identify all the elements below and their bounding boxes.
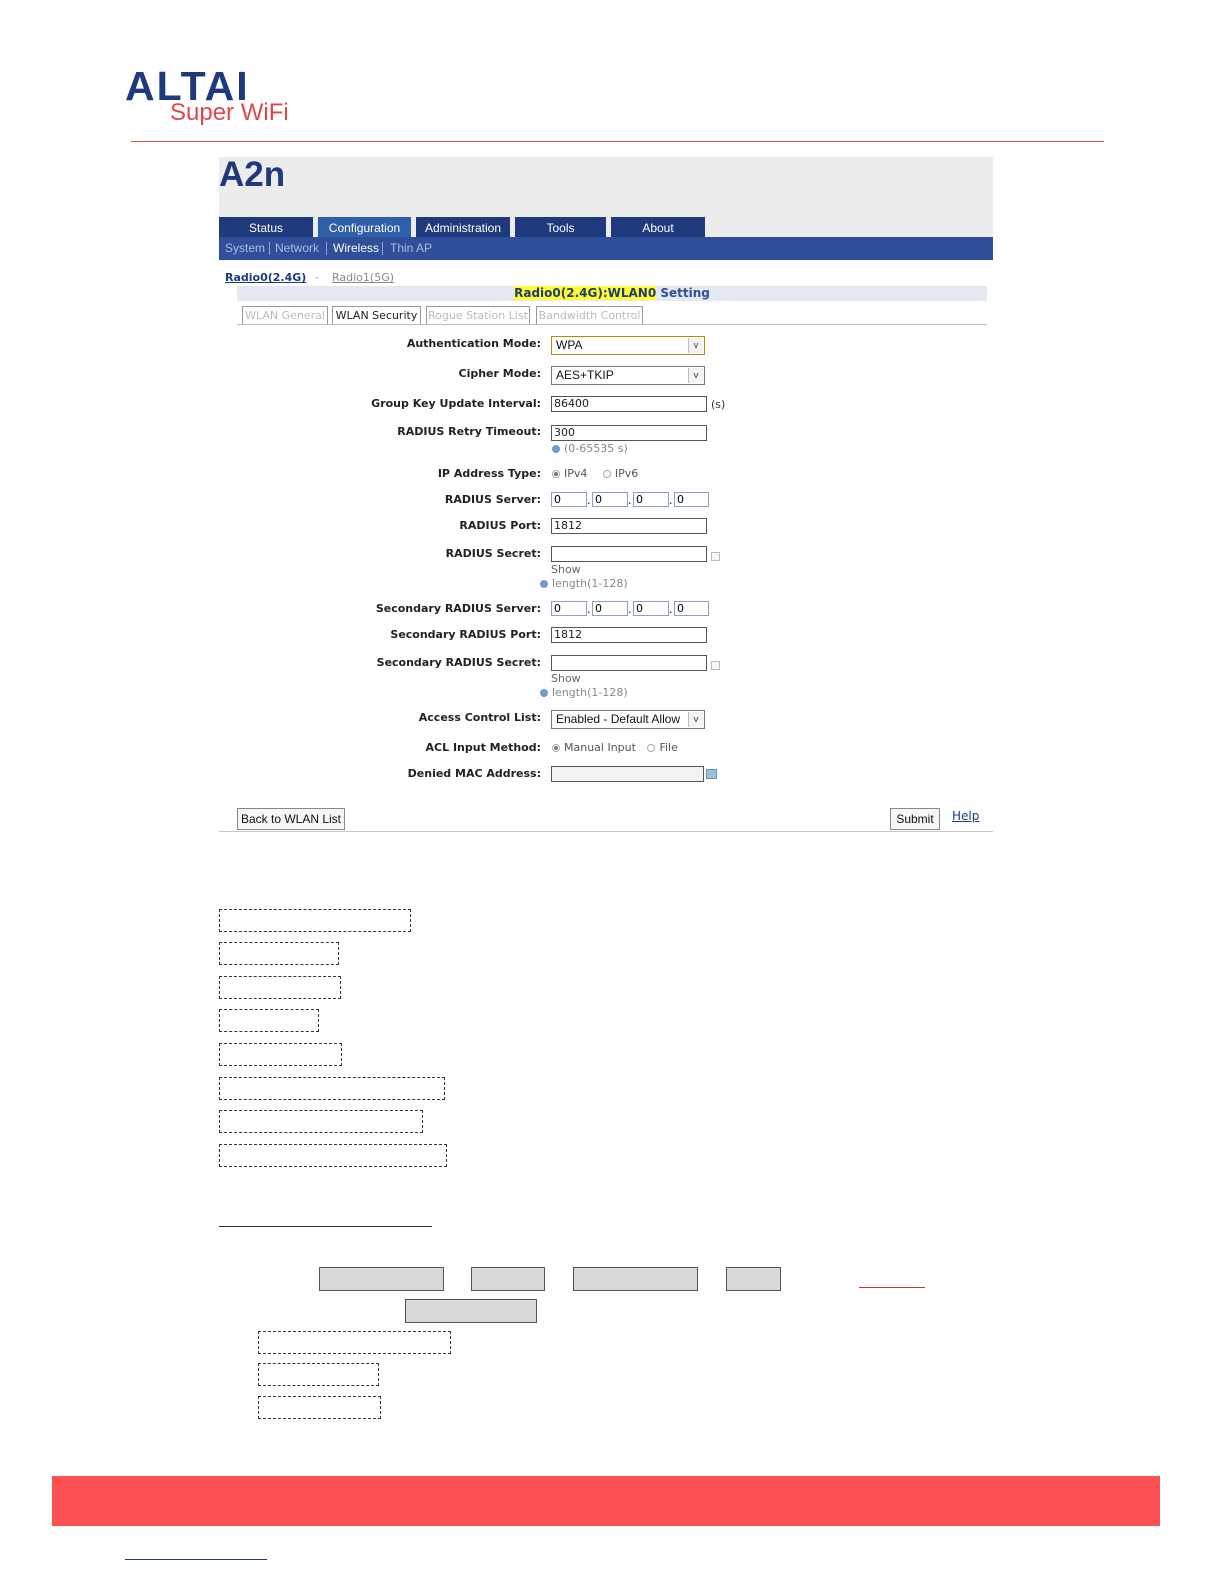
acl-value: Enabled - Default Allow xyxy=(556,712,681,726)
radius-server-label: RADIUS Server: xyxy=(444,493,541,506)
radius-secret-hint xyxy=(540,577,628,590)
subtab-wlan-general[interactable]: WLAN General xyxy=(242,306,328,324)
redacted-text-box xyxy=(219,1144,447,1167)
redacted-text-box xyxy=(258,1363,379,1386)
auth-mode-value: WPA xyxy=(556,338,583,352)
setting-title xyxy=(237,286,987,301)
radius-retry-hint-text: (0-65535 s) xyxy=(564,442,628,455)
radius-server-octet-1[interactable]: 0 xyxy=(551,492,587,507)
setting-title-rest: Setting xyxy=(656,286,710,300)
ip-type-radio-group xyxy=(552,467,638,480)
file-radio[interactable] xyxy=(647,744,655,752)
sec-radius-server-octet-1[interactable]: 0 xyxy=(551,601,587,616)
sec-radius-secret-hint xyxy=(540,686,628,699)
info-icon xyxy=(540,580,548,588)
radius-secret-label: RADIUS Secret: xyxy=(445,547,541,560)
redacted-text-box xyxy=(258,1396,381,1419)
subnav-thin-ap[interactable]: Thin AP xyxy=(390,241,433,255)
subnav-separator xyxy=(269,242,270,255)
redacted-text-box xyxy=(219,1009,319,1032)
redacted-text-box xyxy=(219,1077,445,1100)
radius-server-octet-3[interactable]: 0 xyxy=(633,492,669,507)
submit-button[interactable]: Submit xyxy=(890,808,940,830)
logo-tagline: Super WiFi xyxy=(170,99,289,126)
sec-radius-secret-show-checkbox[interactable] xyxy=(711,661,720,670)
info-icon xyxy=(540,689,548,697)
radius-retry-hint xyxy=(552,442,628,455)
redacted-text-box xyxy=(219,1043,342,1066)
redacted-highlight-box xyxy=(726,1267,781,1291)
file-label: File xyxy=(659,741,678,754)
cipher-mode-select[interactable] xyxy=(551,366,705,385)
ip-dot: . xyxy=(628,603,632,616)
acl-input-label: ACL Input Method: xyxy=(425,741,541,754)
ipv4-radio[interactable] xyxy=(552,470,560,478)
redacted-highlight-box xyxy=(319,1267,444,1291)
redacted-text-box xyxy=(219,909,411,932)
header-rule xyxy=(131,141,1104,142)
redacted-text-box xyxy=(219,942,339,965)
sec-radius-port-label: Secondary RADIUS Port: xyxy=(390,628,541,641)
subnav-separator xyxy=(326,242,327,255)
app-brand: A2n xyxy=(219,155,286,194)
subnav-system[interactable]: System xyxy=(225,241,266,255)
acl-label: Access Control List: xyxy=(418,711,541,724)
denied-mac-label: Denied MAC Address: xyxy=(407,767,541,780)
sec-radius-secret-input[interactable] xyxy=(551,655,707,671)
radius-secret-hint-text: length(1-128) xyxy=(552,577,628,590)
ipv4-label: IPv4 xyxy=(564,467,588,480)
ip-dot: . xyxy=(587,603,591,616)
sec-radius-server-octet-4[interactable]: 0 xyxy=(674,601,709,616)
redacted-text-box xyxy=(219,976,341,999)
auth-mode-label: Authentication Mode: xyxy=(406,337,541,350)
section-underline xyxy=(219,1226,432,1227)
group-key-unit: (s) xyxy=(711,398,726,411)
radius-secret-show-label: Show xyxy=(551,563,581,576)
redacted-link-underline xyxy=(859,1287,925,1288)
radius-secret-show-checkbox[interactable] xyxy=(711,552,720,561)
acl-input-radio-group xyxy=(552,741,678,754)
ip-dot: . xyxy=(669,603,673,616)
chevron-down-icon: v xyxy=(688,338,703,353)
footer-link-underline xyxy=(125,1559,267,1560)
ip-type-label: IP Address Type: xyxy=(437,467,541,480)
chevron-down-icon: v xyxy=(688,368,703,383)
back-to-wlan-list-button[interactable]: Back to WLAN List xyxy=(237,808,345,830)
tab-about[interactable]: About xyxy=(611,217,705,237)
redacted-highlight-box xyxy=(405,1299,537,1323)
tab-status[interactable]: Status xyxy=(219,217,313,237)
subtab-rogue-station-list[interactable]: Rogue Station List xyxy=(426,306,530,324)
radio-separator: - xyxy=(315,271,319,284)
web-ui-screenshot xyxy=(219,157,993,833)
denied-mac-input[interactable] xyxy=(551,766,704,782)
ip-dot: . xyxy=(669,494,673,507)
auth-mode-select[interactable] xyxy=(551,336,705,355)
subtab-wlan-security[interactable]: WLAN Security xyxy=(332,306,421,324)
redacted-text-box xyxy=(219,1110,423,1133)
sec-radius-secret-label: Secondary RADIUS Secret: xyxy=(376,656,541,669)
redacted-highlight-box xyxy=(471,1267,545,1291)
group-key-label: Group Key Update Interval: xyxy=(371,397,541,410)
sec-radius-server-octet-2[interactable]: 0 xyxy=(592,601,628,616)
tab-administration[interactable]: Administration xyxy=(416,217,510,237)
sec-radius-secret-hint-text: length(1-128) xyxy=(552,686,628,699)
sec-radius-server-octet-3[interactable]: 0 xyxy=(633,601,669,616)
altai-logo: ALTAI xyxy=(125,63,250,109)
radius-retry-label: RADIUS Retry Timeout: xyxy=(397,425,541,438)
form-bottom-rule xyxy=(219,831,993,832)
subnav-network[interactable]: Network xyxy=(275,241,320,255)
cipher-mode-label: Cipher Mode: xyxy=(458,367,541,380)
redacted-highlight-box xyxy=(573,1267,698,1291)
edit-list-icon[interactable] xyxy=(706,769,717,779)
setting-title-highlight: Radio0(2.4G):WLAN0 xyxy=(514,286,657,300)
tab-tools[interactable]: Tools xyxy=(515,217,606,237)
manual-input-radio[interactable] xyxy=(552,744,560,752)
ip-dot: . xyxy=(628,494,632,507)
manual-input-label: Manual Input xyxy=(564,741,636,754)
redacted-text-box xyxy=(258,1331,451,1354)
radius-retry-input[interactable]: 300 xyxy=(551,425,707,441)
info-icon xyxy=(552,445,560,453)
acl-select[interactable] xyxy=(551,710,705,729)
sec-radius-secret-show-label: Show xyxy=(551,672,581,685)
radius-port-label: RADIUS Port: xyxy=(459,519,541,532)
ipv6-radio[interactable] xyxy=(603,470,611,478)
cipher-mode-value: AES+TKIP xyxy=(556,368,614,382)
chevron-down-icon: v xyxy=(688,712,703,727)
ipv6-label: IPv6 xyxy=(614,467,639,480)
ip-dot: . xyxy=(587,494,591,507)
subtab-rule xyxy=(237,324,987,325)
group-key-input[interactable]: 86400 xyxy=(551,396,707,412)
subnav-wireless[interactable]: Wireless xyxy=(333,241,380,255)
footer-band xyxy=(52,1476,1160,1526)
subtab-bandwidth-control[interactable]: Bandwidth Control xyxy=(536,306,643,324)
sec-radius-server-label: Secondary RADIUS Server: xyxy=(375,602,541,615)
radius-server-octet-4[interactable]: 0 xyxy=(674,492,709,507)
sub-navigation xyxy=(219,237,993,260)
radio1-link[interactable]: Radio1(5G) xyxy=(332,271,395,284)
radius-port-input[interactable]: 1812 xyxy=(551,518,707,534)
subnav-separator xyxy=(382,242,383,255)
radius-secret-input[interactable] xyxy=(551,546,707,562)
radio0-link[interactable]: Radio0(2.4G) xyxy=(225,271,307,284)
radius-server-octet-2[interactable]: 0 xyxy=(592,492,628,507)
help-link[interactable]: Help xyxy=(952,809,980,823)
tab-configuration[interactable]: Configuration xyxy=(318,217,411,237)
sec-radius-port-input[interactable]: 1812 xyxy=(551,627,707,643)
